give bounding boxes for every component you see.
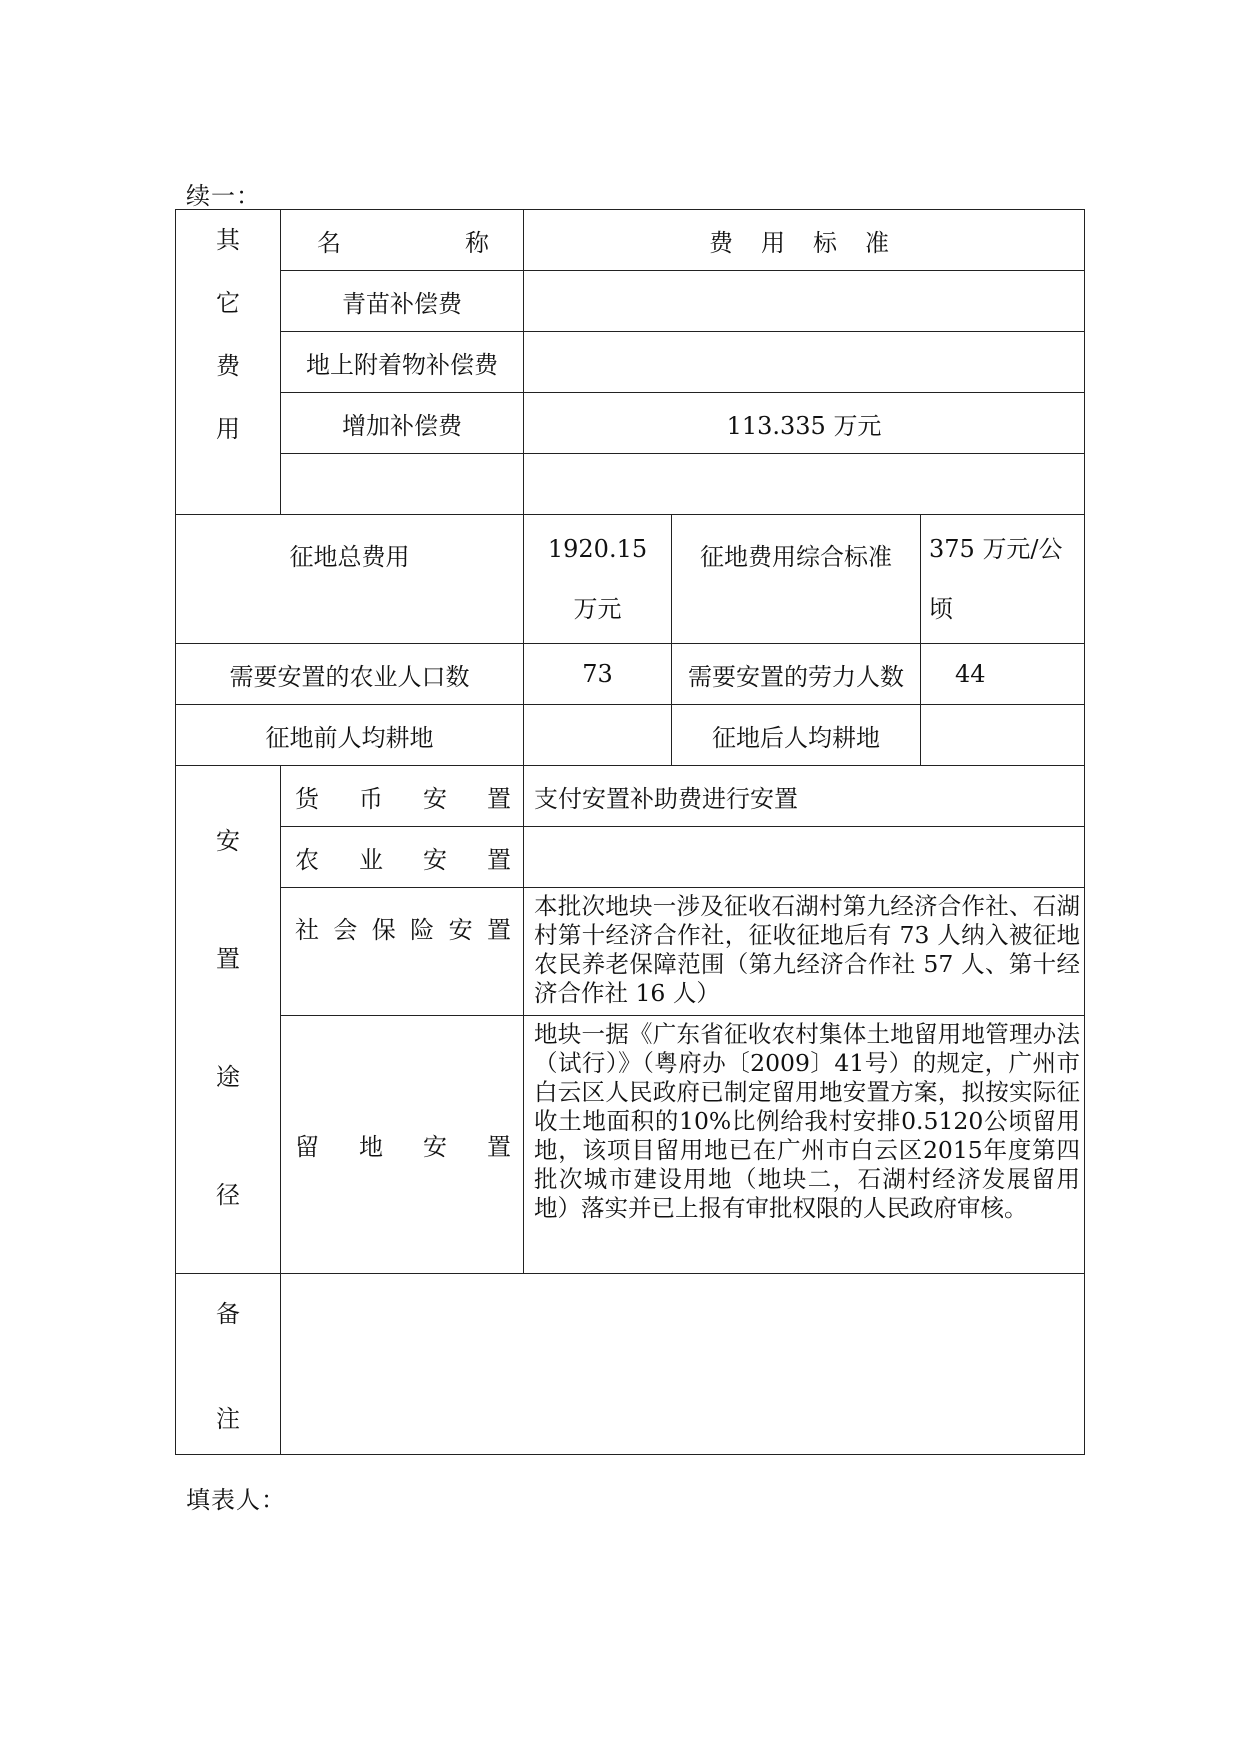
- fee-name-cell: 青苗补偿费: [281, 271, 524, 332]
- total-cost-label: 征地总费用: [176, 515, 524, 644]
- remarks-content: [281, 1274, 1085, 1455]
- resettlement-content: 支付安置补助费进行安置: [524, 766, 1085, 827]
- name-column-header: 名 称: [281, 210, 524, 271]
- labor-label: 需要安置的劳力人数: [672, 644, 921, 705]
- fee-standard-cell: [524, 332, 1085, 393]
- per-capita-before-label: 征地前人均耕地: [176, 705, 524, 766]
- section-char: 径: [216, 1181, 240, 1210]
- section-char: 其: [216, 225, 240, 254]
- section-char: 途: [216, 1063, 240, 1092]
- fee-name-cell: [281, 454, 524, 515]
- section-char: 置: [216, 944, 240, 973]
- per-capita-before-value: [524, 705, 672, 766]
- remarks-section-label: [176, 1274, 281, 1455]
- fee-standard-cell: [524, 271, 1085, 332]
- standard-column-header: 费 用 标 准: [524, 210, 1085, 271]
- resettlement-type-label: 货 币 安 置: [281, 766, 524, 827]
- fee-standard-cell: [524, 454, 1085, 515]
- section-char: 备: [216, 1300, 240, 1328]
- resettlement-type-label: 留 地 安 置: [281, 1016, 524, 1274]
- resettlement-content: 本批次地块一涉及征收石湖村第九经济合作社、石湖村第十经济合作社，征收征地后有 73 人纳入被征地农民养老保障范围（第九经济合作社 57 人、第十经济合作社 16 人）: [524, 888, 1085, 1016]
- cost-standard-value: 375 万元/公顷: [921, 515, 1085, 644]
- per-capita-after-value: [921, 705, 1085, 766]
- agri-pop-label: 需要安置的农业人口数: [176, 644, 524, 705]
- continuation-label: 续一：: [186, 182, 261, 210]
- fee-standard-cell: 113.335 万元: [524, 393, 1085, 454]
- resettlement-content: 地块一据《广东省征收农村集体土地留用地管理办法（试行）》（粤府办〔2009〕41号）的规定，广州市白云区人民政府已制定留用地安置方案，拟按实际征收土地面积的10%比例给我村安排0.5120公顷留用地，该项目留用地已在广州市白云区2015年度第四批次城市建设用地（地块二，石湖村经济发展留用地）落实并已上报有审批权限的人民政府审核。: [524, 1016, 1085, 1274]
- fee-name-cell: 增加补偿费: [281, 393, 524, 454]
- land-acquisition-form: [175, 209, 1085, 1455]
- resettlement-type-label: 社 会 保 险 安 置: [281, 888, 524, 1016]
- resettlement-section-label: [176, 766, 281, 1274]
- resettlement-content: [524, 827, 1085, 888]
- section-char: 它: [216, 288, 240, 317]
- labor-value: 44: [921, 644, 1085, 705]
- cost-standard-label: 征地费用综合标准: [672, 515, 921, 644]
- fee-name-cell: 地上附着物补偿费: [281, 332, 524, 393]
- section-char: 用: [216, 415, 240, 444]
- resettlement-type-label: 农 业 安 置: [281, 827, 524, 888]
- total-cost-value: 1920.15 万元: [524, 515, 672, 644]
- section-char: 费: [216, 352, 240, 381]
- section-char: 安: [216, 826, 240, 855]
- section-char: 注: [216, 1405, 240, 1433]
- other-fees-section-label: [176, 210, 281, 515]
- form-filler-label: 填表人：: [186, 1486, 286, 1514]
- agri-pop-value: 73: [524, 644, 672, 705]
- per-capita-after-label: 征地后人均耕地: [672, 705, 921, 766]
